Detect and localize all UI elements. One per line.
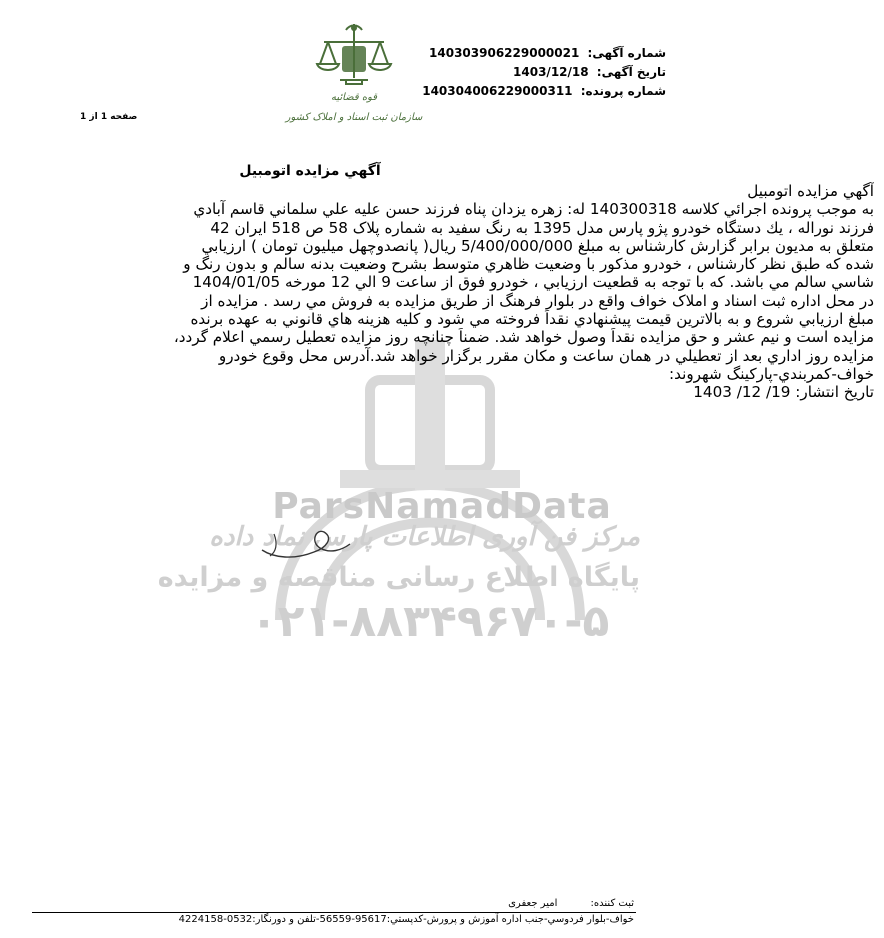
header-meta: [406, 44, 666, 101]
file-number-label: شماره پرونده:: [580, 84, 666, 98]
document-body: [14, 182, 874, 402]
body-line: متعلق به مديون برابر گزارش كارشناس به مبلغ 5/400/000/000 ريال( پانصدوچهل ميليون تومان ) ارزيابي: [201, 236, 874, 255]
registrar: [508, 898, 634, 909]
body-line: فرزند نوراله ، يك دستگاه خودرو پژو پارس مدل 1395 به رنگ سفيد به شماره پلاک 58 ص 518 ايران 42: [210, 218, 874, 237]
body-line: مبلغ ارزيابي شروع و به بالاترين قيمت پيشنهادي نقداً فروخته مي شود و كليه هزينه هاي قانوني به عهده برنده: [190, 310, 874, 329]
body-line: تاريخ انتشار: 19/ 12/ 1403: [693, 383, 874, 402]
footer-address: خواف-بلوار فردوسي-جنب اداره آموزش و پرورش-كدپستي:95617-56559-تلفن و دورنگار:0532-4224158: [178, 914, 634, 925]
page-indicator: صفحه 1 از 1: [80, 112, 138, 122]
ad-number-row: [406, 44, 666, 63]
body-line: شاسي سالم مي باشد. كه با توجه به قطعيت ارزيابي ، خودرو فوق از ساعت 9 الي 12 مورخه 1404/01/05: [192, 273, 874, 292]
body-line: به موجب پرونده اجرائي كلاسه 140300318 له: زهره يزدان پناه فرزند حسن عليه علي سلماني قاسم آبادي: [193, 200, 874, 219]
ad-date: 1403/12/18: [513, 65, 589, 79]
watermark-phone: ۰۲۱-۸۸۳۴۹۶۷۰-۵: [250, 596, 610, 647]
document-title: آگهي مزايده اتومبيل: [239, 163, 381, 179]
registrar-label: ثبت کننده:: [590, 898, 634, 909]
file-number: 140304006229000311: [422, 84, 573, 98]
ad-number-label: شماره آگهی:: [587, 46, 666, 60]
body-line: در محل اداره ثبت اسناد و املاک خواف واقع در بلوار فرهنگ از طريق مزايده به فروش مي رسد . مزايده از: [201, 291, 874, 310]
footer-divider: [32, 912, 636, 913]
file-number-row: [406, 82, 666, 101]
body-line: مزايده روز اداري بعد از تعطيلي در همان ساعت و مكان مقرر برگزار خواهد شد.آدرس محل وقوع خودرو: [218, 346, 874, 365]
body-line: خواف-كمربندي-پاركينگ شهروند:: [669, 364, 874, 383]
ad-date-label: تاریخ آگهی:: [596, 65, 666, 79]
watermark-brand: ParsNamadData: [272, 486, 612, 527]
watermark-line-2: پایگاه اطلاع رسانی مناقصه و مزایده: [157, 562, 640, 593]
signature-icon: [254, 520, 354, 564]
body-line: مزايده است و نيم عشر و حق مزايده نقداً وصول خواهد شد. ضمناً چنانچه روز مزايده تعطيل رسمي اعلام گردد،: [173, 328, 874, 347]
ad-number: 140303906229000021: [429, 46, 580, 60]
body-line: آگهي مزايده اتومبيل: [747, 182, 874, 200]
judiciary-logo-icon: [284, 20, 424, 128]
ad-date-row: [406, 63, 666, 82]
body-line: شده كه طبق نظر كارشناس ، خودرو مذكور با وضعيت ظاهري متوسط بشرح وضعيت بدنه سالم و بدون رنگ و: [183, 255, 874, 274]
registrar-name: امیر جعفری: [508, 898, 558, 909]
logo-org-line2: سازمان ثبت اسناد و املاک کشور: [285, 112, 423, 123]
logo-org-line1: قوه قضائیه: [330, 92, 378, 103]
watermark-line-1: مرکز فن آوری اطلاعات پارس نماد داده: [209, 522, 640, 552]
